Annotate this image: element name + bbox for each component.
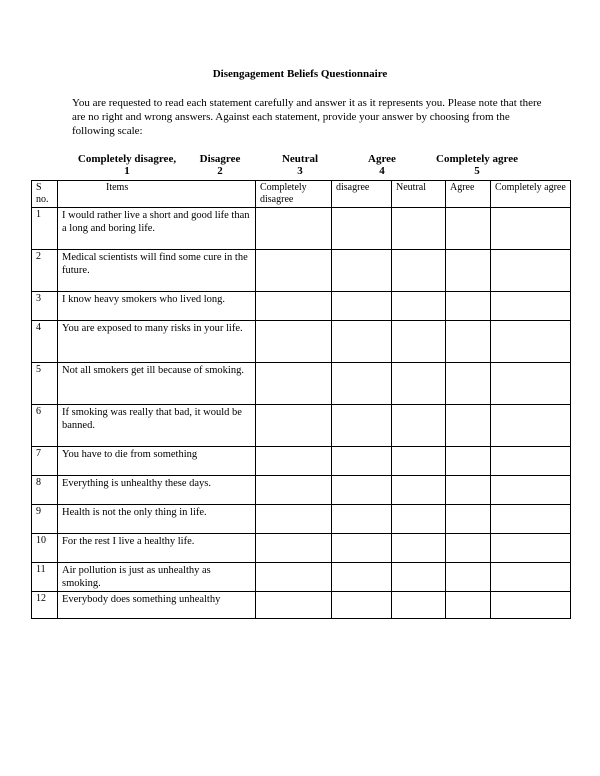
cell-completely-agree[interactable] [491, 592, 571, 619]
cell-disagree[interactable] [332, 447, 392, 476]
cell-completely-disagree[interactable] [256, 563, 332, 592]
scale-value: 3 [297, 165, 303, 177]
cell-disagree[interactable] [332, 534, 392, 563]
row-item: You have to die from something [58, 447, 256, 476]
cell-agree[interactable] [446, 505, 491, 534]
header-agree: Agree [446, 181, 491, 208]
row-number: 7 [32, 447, 58, 476]
cell-completely-agree[interactable] [491, 250, 571, 292]
cell-neutral[interactable] [392, 363, 446, 405]
cell-neutral[interactable] [392, 505, 446, 534]
cell-completely-agree[interactable] [491, 447, 571, 476]
scale-option-3 [270, 153, 330, 177]
header-items: Items [58, 181, 256, 208]
cell-agree[interactable] [446, 592, 491, 619]
scale-label: Completely agree [436, 153, 518, 165]
row-number: 3 [32, 292, 58, 321]
table-row [32, 505, 571, 534]
row-item: I know heavy smokers who lived long. [58, 292, 256, 321]
row-item: Not all smokers get ill because of smoking. [58, 363, 256, 405]
table-row [32, 563, 571, 592]
cell-neutral[interactable] [392, 563, 446, 592]
row-number: 5 [32, 363, 58, 405]
cell-completely-agree[interactable] [491, 563, 571, 592]
cell-completely-disagree[interactable] [256, 363, 332, 405]
cell-completely-agree[interactable] [491, 505, 571, 534]
row-item: For the rest I live a healthy life. [58, 534, 256, 563]
header-sno: S no. [32, 181, 58, 208]
row-number: 8 [32, 476, 58, 505]
row-number: 11 [32, 563, 58, 592]
row-item: You are exposed to many risks in your life. [58, 321, 256, 363]
cell-disagree[interactable] [332, 505, 392, 534]
table-row [32, 405, 571, 447]
scale-option-5 [428, 153, 526, 177]
cell-disagree[interactable] [332, 363, 392, 405]
table-row [32, 476, 571, 505]
table-row [32, 534, 571, 563]
scale-value: 1 [124, 165, 130, 177]
cell-disagree[interactable] [332, 592, 392, 619]
cell-neutral[interactable] [392, 592, 446, 619]
cell-disagree[interactable] [332, 476, 392, 505]
instructions-paragraph: You are requested to read each statement carefully and answer it as it represents you. Please note that there are no right and wrong answers. Against each statement, provide your answer by choosing from the following scale: [72, 97, 542, 137]
header-disagree: disagree [332, 181, 392, 208]
cell-neutral[interactable] [392, 405, 446, 447]
cell-completely-disagree[interactable] [256, 321, 332, 363]
scale-option-1 [72, 153, 182, 177]
document-title: Disengagement Beliefs Questionnaire [212, 68, 388, 80]
cell-completely-agree[interactable] [491, 292, 571, 321]
header-completely-disagree: Completely disagree [256, 181, 332, 208]
row-item: Health is not the only thing in life. [58, 505, 256, 534]
cell-neutral[interactable] [392, 208, 446, 250]
row-item: If smoking was really that bad, it would be banned. [58, 405, 256, 447]
cell-disagree[interactable] [332, 292, 392, 321]
cell-disagree[interactable] [332, 208, 392, 250]
cell-agree[interactable] [446, 208, 491, 250]
row-item: Air pollution is just as unhealthy as smoking. [58, 563, 256, 592]
cell-disagree[interactable] [332, 405, 392, 447]
row-number: 2 [32, 250, 58, 292]
cell-agree[interactable] [446, 534, 491, 563]
row-item: Medical scientists will find some cure in the future. [58, 250, 256, 292]
cell-agree[interactable] [446, 292, 491, 321]
row-number: 10 [32, 534, 58, 563]
scale-label: Completely disagree, [77, 153, 177, 165]
table-row [32, 250, 571, 292]
row-number: 6 [32, 405, 58, 447]
row-item: I would rather live a short and good life than a long and boring life. [58, 208, 256, 250]
header-neutral: Neutral [392, 181, 446, 208]
row-item: Everything is unhealthy these days. [58, 476, 256, 505]
scale-option-2 [190, 153, 250, 177]
scale-label: Agree [368, 153, 396, 165]
table-row [32, 363, 571, 405]
cell-completely-disagree[interactable] [256, 592, 332, 619]
cell-completely-agree[interactable] [491, 208, 571, 250]
cell-neutral[interactable] [392, 534, 446, 563]
scale-option-4 [352, 153, 412, 177]
cell-neutral[interactable] [392, 321, 446, 363]
cell-neutral[interactable] [392, 447, 446, 476]
cell-completely-agree[interactable] [491, 363, 571, 405]
cell-neutral[interactable] [392, 292, 446, 321]
cell-completely-disagree[interactable] [256, 447, 332, 476]
row-number: 12 [32, 592, 58, 619]
table-row [32, 447, 571, 476]
cell-agree[interactable] [446, 405, 491, 447]
table-row [32, 292, 571, 321]
cell-completely-agree[interactable] [491, 476, 571, 505]
questionnaire-table [31, 180, 571, 619]
cell-agree[interactable] [446, 321, 491, 363]
cell-completely-disagree[interactable] [256, 292, 332, 321]
scale-label: Disagree [199, 153, 241, 165]
cell-completely-disagree[interactable] [256, 250, 332, 292]
scale-value: 2 [217, 165, 223, 177]
cell-completely-disagree[interactable] [256, 405, 332, 447]
row-number: 9 [32, 505, 58, 534]
cell-agree[interactable] [446, 563, 491, 592]
row-item: Everybody does something unhealthy [58, 592, 256, 619]
cell-disagree[interactable] [332, 321, 392, 363]
cell-agree[interactable] [446, 363, 491, 405]
cell-neutral[interactable] [392, 250, 446, 292]
cell-disagree[interactable] [332, 250, 392, 292]
table-row [32, 592, 571, 619]
scale-label: Neutral [281, 153, 319, 165]
cell-completely-disagree[interactable] [256, 505, 332, 534]
cell-completely-disagree[interactable] [256, 208, 332, 250]
table-row [32, 321, 571, 363]
row-number: 4 [32, 321, 58, 363]
cell-completely-agree[interactable] [491, 534, 571, 563]
cell-agree[interactable] [446, 447, 491, 476]
cell-completely-agree[interactable] [491, 321, 571, 363]
cell-completely-agree[interactable] [491, 405, 571, 447]
row-number: 1 [32, 208, 58, 250]
table-row [32, 208, 571, 250]
scale-value: 4 [379, 165, 385, 177]
scale-value: 5 [474, 165, 480, 177]
header-completely-agree: Completely agree [491, 181, 571, 208]
cell-neutral[interactable] [392, 476, 446, 505]
cell-agree[interactable] [446, 476, 491, 505]
table-header-row [32, 181, 571, 208]
cell-disagree[interactable] [332, 563, 392, 592]
cell-completely-disagree[interactable] [256, 534, 332, 563]
cell-agree[interactable] [446, 250, 491, 292]
cell-completely-disagree[interactable] [256, 476, 332, 505]
